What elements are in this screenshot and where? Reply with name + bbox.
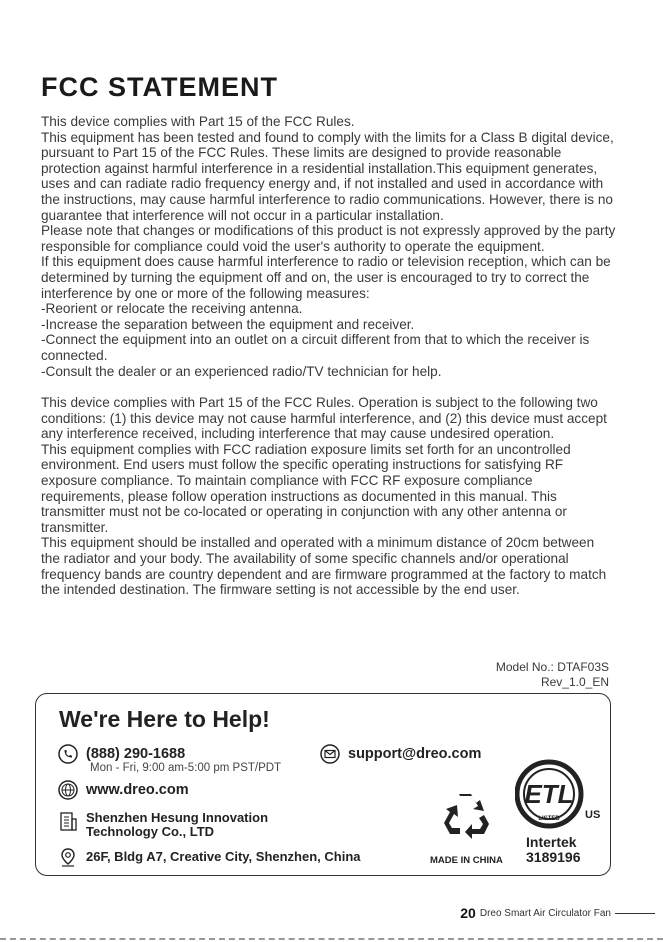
revision: Rev_1.0_EN [540,675,609,689]
support-email[interactable]: support@dreo.com [348,746,482,762]
globe-icon [58,780,78,800]
fcc-body [41,114,616,598]
cert-number: 3189196 [526,849,581,865]
help-title: We're Here to Help! [59,706,270,732]
phone-row [58,744,185,764]
paragraph: If this equipment does cause harmful interference to radio or television reception, which can be determined by turning the equipment off and on, the user is encouraged to try to correct the interference by one or more of the following measures: [41,254,611,301]
building-icon [58,811,78,831]
paragraph: This device complies with Part 15 of the FCC Rules. [41,114,355,129]
product-name: Dreo Smart Air Circulator Fan [479,907,611,919]
recycle-icon [440,792,492,842]
svg-text:US: US [585,809,601,821]
paragraph: This equipment should be installed and operated with a minimum distance of 20cm between the radiator and your body. The availability of some specific channels and/or operational frequency bands are country dependent and are firmware programmed at the factory to match the intended destination. The firmware setting is not accessible by the end user. [41,535,607,598]
cert-name: Intertek [526,834,577,850]
location-icon [58,847,78,867]
model-number: Model No.: DTAF03S [495,660,609,674]
model-info [496,660,609,690]
etl-listed-logo [515,756,605,832]
phone-number[interactable]: (888) 290-1688 [86,746,186,762]
phone-icon [58,744,78,764]
measure-item: -Consult the dealer or an experienced radio/TV technician for help. [41,363,442,379]
support-hours: Mon - Fri, 9:00 am-5:00 pm PST/PDT [90,762,282,774]
company-name: Shenzhen Hesung Innovation Technology Co., LTD [86,810,269,839]
email-row [320,744,481,764]
paragraph: Please note that changes or modifications of this product is not expressly approved by the party responsible for compliance could void the user's authority to operate the equipment. [41,223,616,254]
company-row [58,811,268,839]
page-edge-divider [0,938,663,940]
svg-text:LISTED: LISTED [538,816,560,822]
measure-item: -Reorient or relocate the receiving antenna. [41,301,303,317]
address-row [58,847,361,867]
certification [526,835,581,865]
help-box [35,693,611,876]
page-footer [460,905,655,921]
web-row [58,780,189,800]
page-title: FCC STATEMENT [41,72,278,102]
paragraph: This equipment complies with FCC radiation exposure limits set forth for an uncontrolled environment. End users must follow the specific operating instructions for satisfying RF exposure compliance. To maintain compliance with FCC RF exposure compliance requirements, please follow operation instructions as documented in this manual. This transmitter must not be co-located or operating in conjunction with any other antenna or transmitter. [41,441,571,535]
measure-item: -Increase the separation between the equipment and receiver. [41,316,415,332]
mail-icon [320,744,340,764]
page-number: 20 [460,905,476,921]
address: 26F, Bldg A7, Creative City, Shenzhen, China [86,849,361,864]
paragraph: This equipment has been tested and found to comply with the limits for a Class B digital device, pursuant to Part 15 of the FCC Rules. These limits are designed to provide reasonable protection against harmful interference in a residential installation.This equipment generates, uses and can radiate radio frequency energy and, if not installed and used in accordance with the instructions, may cause harmful interference to radio communications. However, there is no guarantee that interference will not occur in a particular installation. [41,129,614,223]
svg-text:ETL: ETL [524,779,574,809]
made-in-label: MADE IN CHINA [430,855,503,866]
paragraph: This device complies with Part 15 of the FCC Rules. Operation is subject to the following two conditions: (1) this device may not cause harmful interference, and (2) this device must accept any interference received, including interference that may cause undesired operation. [41,395,607,442]
footer-rule [615,913,655,914]
measure-item: -Connect the equipment into an outlet on a circuit different from that to which the receiver is connected. [41,332,590,363]
website-link[interactable]: www.dreo.com [86,782,189,798]
